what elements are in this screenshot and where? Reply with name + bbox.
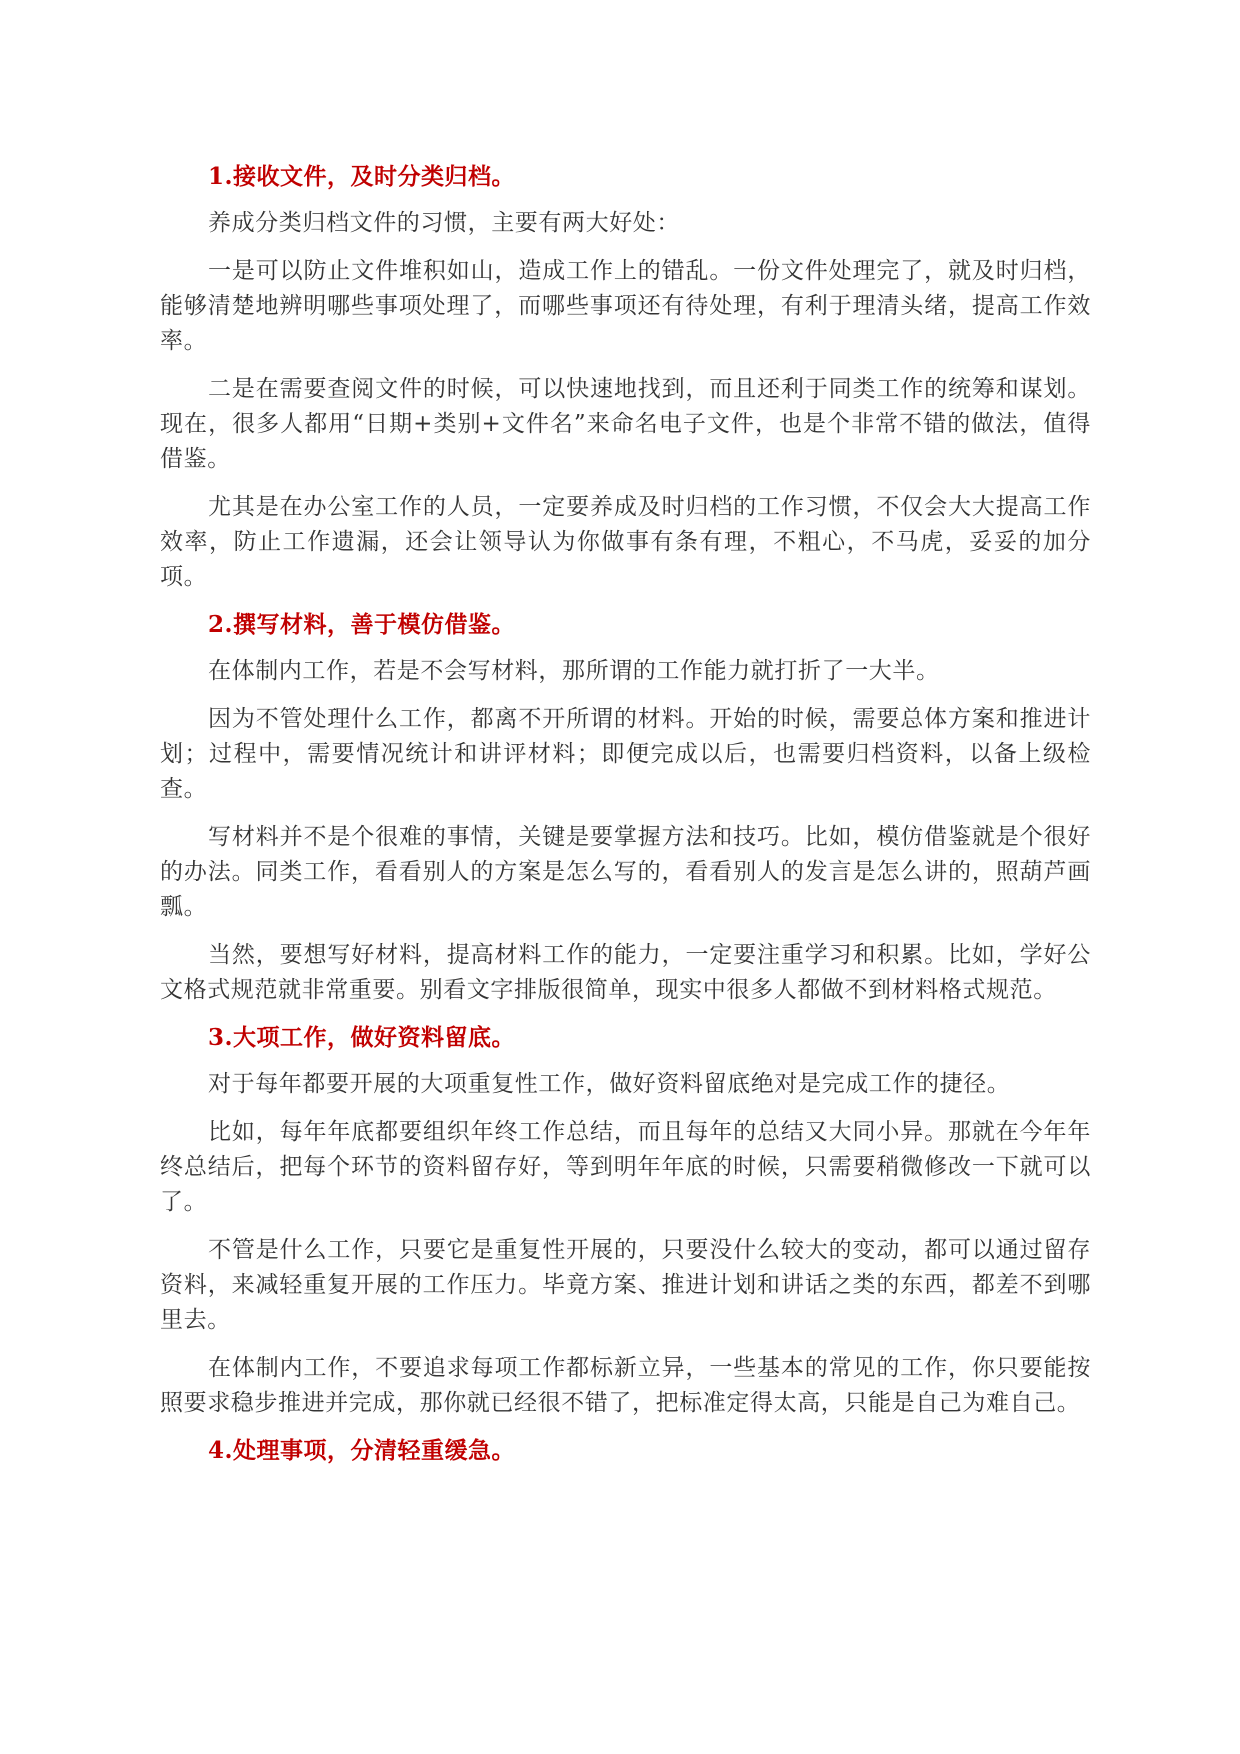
paragraph: 在体制内工作，若是不会写材料，那所谓的工作能力就打折了一大半。	[208, 658, 940, 684]
paragraph: 尤其是在办公室工作的人员，一定要养成及时归档的工作习惯，不仅会大大提高工作效率，防止工作遗漏，还会让领导认为你做事有条有理，不粗心，不马虎，妥妥的加分项。	[160, 494, 1091, 590]
paragraph: 对于每年都要开展的大项重复性工作，做好资料留底绝对是完成工作的捷径。	[208, 1071, 1011, 1097]
paragraph: 写材料并不是个很难的事情，关键是要掌握方法和技巧。比如，模仿借鉴就是个很好的办法。同类工作，看看别人的方案是怎么写的，看看别人的发言是怎么讲的，照葫芦画瓢。	[160, 824, 1091, 920]
section-heading: 3.大项工作，做好资料留底。	[208, 1024, 516, 1051]
section-heading: 1.接收文件，及时分类归档。	[208, 163, 516, 190]
paragraph: 不管是什么工作，只要它是重复性开展的，只要没什么较大的变动，都可以通过留存资料，来减轻重复开展的工作压力。毕竟方案、推进计划和讲话之类的东西，都差不到哪里去。	[160, 1237, 1091, 1333]
paragraph: 在体制内工作，不要追求每项工作都标新立异，一些基本的常见的工作，你只要能按照要求稳步推进并完成，那你就已经很不错了，把标准定得太高，只能是自己为难自己。	[160, 1355, 1091, 1416]
paragraph: 二是在需要查阅文件的时候，可以快速地找到，而且还利于同类工作的统筹和谋划。现在，很多人都用“日期+类别+文件名”来命名电子文件，也是个非常不错的做法，值得借鉴。	[160, 376, 1091, 472]
paragraph: 当然，要想写好材料，提高材料工作的能力，一定要注重学习和积累。比如，学好公文格式规范就非常重要。别看文字排版很简单，现实中很多人都做不到材料格式规范。	[160, 942, 1091, 1003]
paragraph: 因为不管处理什么工作，都离不开所谓的材料。开始的时候，需要总体方案和推进计划；过程中，需要情况统计和讲评材料；即便完成以后，也需要归档资料，以备上级检查。	[160, 706, 1091, 802]
document-page	[160, 160, 1091, 1480]
section-heading: 2.撰写材料，善于模仿借鉴。	[208, 611, 516, 638]
section-heading: 4.处理事项，分清轻重缓急。	[208, 1437, 516, 1464]
paragraph: 养成分类归档文件的习惯，主要有两大好处：	[208, 210, 680, 236]
paragraph: 一是可以防止文件堆积如山，造成工作上的错乱。一份文件处理完了，就及时归档，能够清楚地辨明哪些事项处理了，而哪些事项还有待处理，有利于理清头绪，提高工作效率。	[160, 258, 1091, 354]
paragraph: 比如，每年年底都要组织年终工作总结，而且每年的总结又大同小异。那就在今年年终总结后，把每个环节的资料留存好，等到明年年底的时候，只需要稍微修改一下就可以了。	[160, 1119, 1091, 1215]
